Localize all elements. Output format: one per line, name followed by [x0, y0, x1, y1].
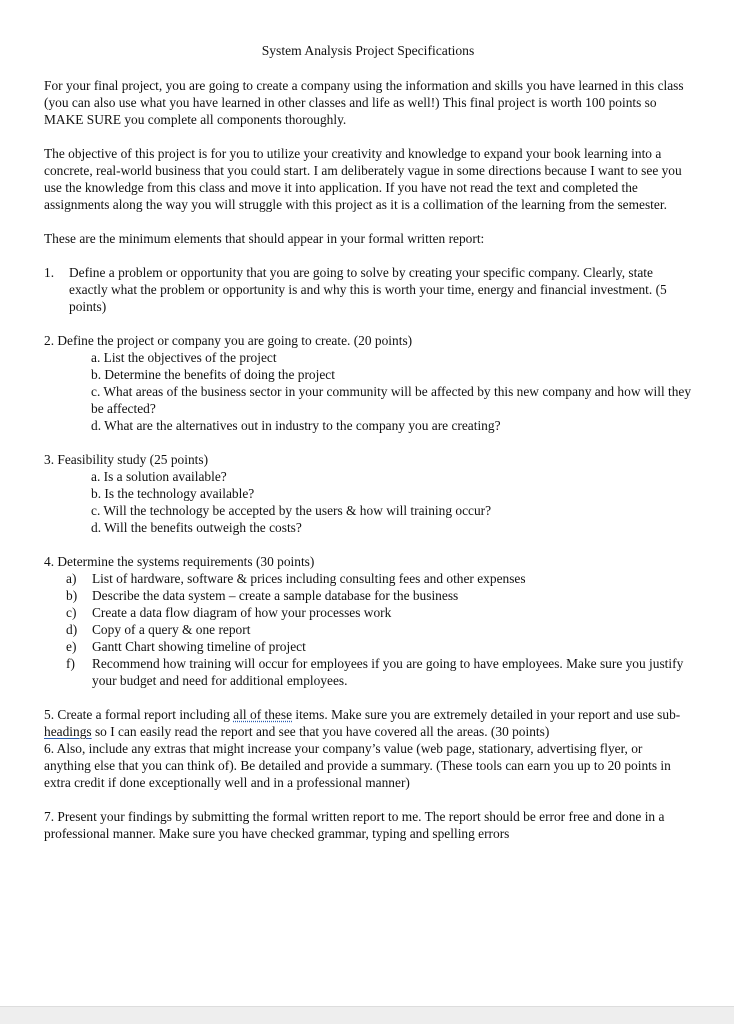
- list-item: c. Will the technology be accepted by the users & how will training occur?: [91, 503, 492, 518]
- list-item-text: Create a data flow diagram of how your processes work: [92, 605, 392, 620]
- list-item-text: List of hardware, software & prices including consulting fees and other expenses: [92, 571, 526, 586]
- spelling-flagged-text: headings: [44, 724, 92, 739]
- list-item-text: Recommend how training will occur for employees if you are going to have employees. Make sure you justify your budget and need for additional employees.: [92, 656, 684, 688]
- page-title: System Analysis Project Specifications: [261, 43, 475, 58]
- list-item-label: d): [66, 622, 78, 637]
- item-5-text-end: so I can easily read the report and see that you have covered all the areas. (30 points): [91, 724, 550, 739]
- list-item: a. Is a solution available?: [91, 469, 227, 484]
- item-6: 6. Also, include any extras that might increase your company’s value (web page, stationary, advertising flyer, or anything else that you can think of). Be detailed and provide a summary. (These tools can earn you up to 20 points in extra credit if done exceptionally well and in a professional manner): [44, 741, 671, 790]
- list-item: [66, 570, 692, 587]
- item-5-text-middle: items. Make sure you are extremely detailed in your report and use sub-: [292, 707, 681, 722]
- minimum-elements-paragraph: These are the minimum elements that should appear in your formal written report:: [44, 231, 485, 246]
- list-item: c. What areas of the business sector in your community will be affected by this new company and how will they be affected?: [91, 384, 692, 416]
- objective-paragraph: The objective of this project is for you to utilize your creativity and knowledge to expand your book learning into a concrete, real-world business that you could start. I am deliberately vague in some directions because I want to see you use the knowledge from this class and move it into application. If you have not read the text and completed the assignments along the way you will struggle with this project as it is a collimation of the learning from the semester.: [44, 146, 682, 212]
- list-item: d. What are the alternatives out in industry to the company you are creating?: [91, 418, 501, 433]
- item-5-text-start: 5. Create a formal report including: [44, 707, 234, 722]
- bottom-scroll-bar[interactable]: [0, 1006, 734, 1024]
- list-item: b. Determine the benefits of doing the project: [91, 367, 335, 382]
- item-1-text: Define a problem or opportunity that you are going to solve by creating your specific company. Clearly, state exactly what the problem or opportunity is and why this is worth your time, energy and financial investment. (5 points): [69, 265, 667, 314]
- list-item-label: c): [66, 605, 77, 620]
- list-item: [66, 655, 692, 689]
- list-item: [66, 621, 692, 638]
- list-item: [66, 604, 692, 621]
- item-3-heading: 3. Feasibility study (25 points): [44, 452, 209, 467]
- list-item-label: f): [66, 656, 75, 671]
- item-4-sublist: [44, 570, 692, 689]
- list-item-label: e): [66, 639, 77, 654]
- intro-paragraph: For your final project, you are going to create a company using the information and skills you have learned in this class (you can also use what you have learned in other classes and life as well!) This final project is worth 100 points so MAKE SURE you complete all components thoroughly.: [44, 78, 684, 127]
- item-2-heading: 2. Define the project or company you are going to create. (20 points): [44, 333, 413, 348]
- list-item-text: Copy of a query & one report: [92, 622, 251, 637]
- document-page: [44, 42, 692, 859]
- list-item-text: Describe the data system – create a sample database for the business: [92, 588, 459, 603]
- item-3-sublist: [44, 468, 692, 536]
- list-item-label: b): [66, 588, 78, 603]
- item-2-sublist: [44, 349, 692, 434]
- item-4-heading: 4. Determine the systems requirements (30 points): [44, 554, 315, 569]
- list-item: b. Is the technology available?: [91, 486, 255, 501]
- list-item-label: a): [66, 571, 77, 586]
- list-item: [66, 638, 692, 655]
- item-1: [44, 264, 692, 315]
- item-4: [44, 553, 692, 689]
- list-item: [66, 587, 692, 604]
- grammar-flagged-text: all of these: [233, 707, 293, 722]
- list-item: d. Will the benefits outweigh the costs?: [91, 520, 302, 535]
- list-item-text: Gantt Chart showing timeline of project: [92, 639, 306, 654]
- item-2: [44, 332, 692, 434]
- list-item: a. List the objectives of the project: [91, 350, 277, 365]
- item-5: [44, 706, 692, 740]
- item-3: [44, 451, 692, 536]
- item-1-number: 1.: [44, 265, 55, 280]
- item-7: 7. Present your findings by submitting the formal written report to me. The report should be error free and done in a professional manner. Make sure you have checked grammar, typing and spelling errors: [44, 809, 665, 841]
